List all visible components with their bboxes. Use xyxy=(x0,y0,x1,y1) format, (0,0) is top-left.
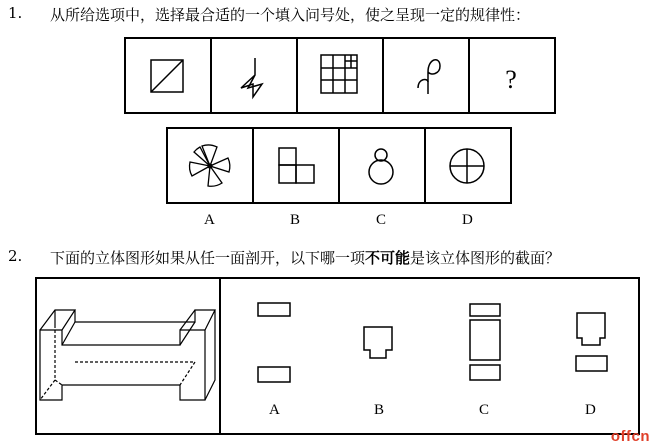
q2-frame xyxy=(36,278,639,434)
zigzag-stroke-icon xyxy=(241,58,262,97)
question-2-text-after: 是该立体图形的截面？ xyxy=(410,249,561,267)
question-2-number: 2. xyxy=(8,247,23,265)
three-stacked-rectangles-icon xyxy=(470,304,500,380)
sequence-row xyxy=(125,38,555,113)
shape-over-rectangle-icon xyxy=(576,313,607,371)
q2-option-label-d: D xyxy=(585,402,596,418)
q1-option-label-b: B xyxy=(290,212,301,228)
grid-of-squares-icon xyxy=(321,55,357,93)
question-2-text-bold: 不可能 xyxy=(365,249,411,267)
pinwheel-icon xyxy=(190,145,230,186)
two-circles-icon xyxy=(369,149,393,184)
q2-option-label-c: C xyxy=(479,402,490,418)
notched-shape-icon xyxy=(364,327,392,358)
stroke-with-loop-icon xyxy=(418,60,440,94)
q2-option-label-b: B xyxy=(374,402,385,418)
sequence-frame xyxy=(125,38,555,113)
watermark-logo: offcn xyxy=(610,428,650,445)
q1-option-label-c: C xyxy=(376,212,387,228)
i-beam-solid-icon xyxy=(40,310,215,400)
question-2-text xyxy=(50,247,560,268)
circle-with-cross-icon xyxy=(450,149,484,183)
q1-option-label-d: D xyxy=(462,212,473,228)
question-2-text-before: 下面的立体图形如果从任一面剖开，以下哪一项 xyxy=(50,249,366,267)
square-with-diagonal-icon xyxy=(151,60,183,92)
question-1-text: 从所给选项中，选择最合适的一个填入问号处，使之呈现一定的规律性： xyxy=(50,6,531,24)
q1-option-label-a: A xyxy=(204,212,215,228)
stacked-squares-icon xyxy=(279,148,314,183)
two-rectangles-icon xyxy=(258,303,290,382)
q2-option-label-a: A xyxy=(269,402,280,418)
question-mark-icon: ? xyxy=(505,65,517,94)
question-1-number: 1. xyxy=(8,4,23,22)
